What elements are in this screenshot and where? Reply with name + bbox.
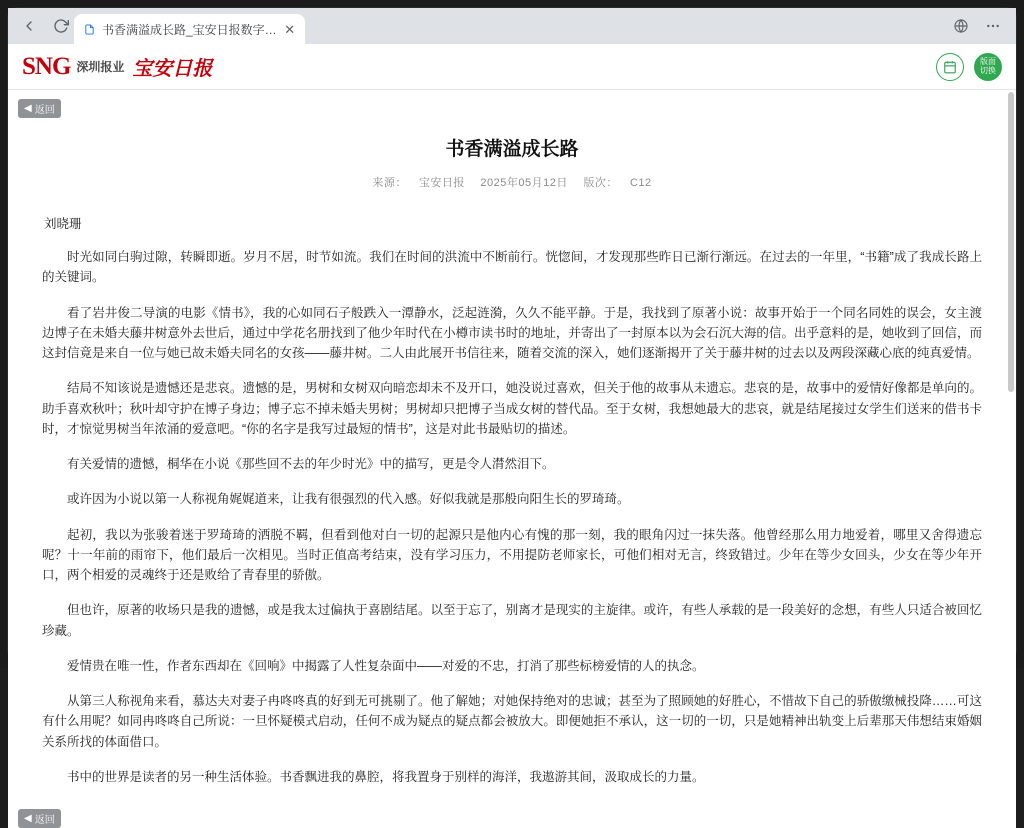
meta-date: 2025年05月12日	[480, 177, 568, 189]
back-arrow-icon[interactable]	[20, 17, 38, 35]
article-paragraph: 从第三人称视角来看，慕达夫对妻子冉咚咚真的好到无可挑剔了。他了解她；对她保持绝对的忠诚；甚至为了照顾她的好胜心，不惜故下自己的骄傲缴械投降……可这有什么用呢？如同冉咚咚自己所说：一旦怀疑模式启动，任何不成为疑点的疑点都会被放大。即便她拒不承认，这一切的一切，只是她精神出轨变上后辈那天伟想结束婚姻关系所找的体面借口。	[42, 694, 982, 749]
back-button-top-label: 返回	[34, 105, 55, 116]
scrollbar-thumb[interactable]	[1008, 92, 1014, 392]
article-paragraph: 但也许，原著的收场只是我的遗憾，或是我太过偏执于喜剧结尾。以至于忘了，别离才是现实的主旋律。或许，有些人承载的是一段美好的念想，有些人只适合被回忆珍藏。	[42, 603, 982, 638]
logo-paper-text: 宝安日报	[132, 58, 213, 80]
left-arrow-icon: ◀	[24, 813, 32, 824]
article-paragraph: 书中的世界是读者的另一种生活体验。书香飘进我的鼻腔，将我置身于别样的海洋，我遨游其间，汲取成长的力量。	[67, 769, 705, 784]
tab-title: 书香满溢成长路_宝安日报数字…	[102, 22, 277, 37]
article-byline: 刘晓珊	[44, 217, 82, 231]
edition-switch-line2: 切换	[980, 65, 996, 75]
logo-sub-text: 深圳报业	[76, 60, 125, 74]
article	[8, 134, 1016, 787]
article-paragraph: 爱情贵在唯一性，作者东西却在《回响》中揭露了人性复杂面中——对爱的不忠，打消了那些标榜爱情的人的执念。	[67, 658, 705, 673]
header-actions	[936, 53, 1002, 81]
page-scrollbar[interactable]	[1008, 90, 1015, 828]
reload-icon[interactable]	[52, 17, 70, 35]
browser-tab[interactable]	[74, 14, 305, 44]
article-paragraph: 结局不知该说是遗憾还是悲哀。遗憾的是，男树和女树双向暗恋却未不及开口，她没说过喜欢，但关于他的故事从未遗忘。悲哀的是，故事中的爱情好像都是单向的。助手喜欢秋叶；秋叶却守护在博子身边；博子忘不掉未婚夫男树；男树却只把博子当成女树的替代品。至于女树，我想她最大的悲哀，就是结尾接过女学生们送来的借书卡时，才惊觉男树当年浓涌的爱意吧。“你的名字是我写过最短的情书”，这是对此书最贴切的描述。	[42, 381, 982, 436]
article-paragraph: 或许因为小说以第一人称视角娓娓道来，让我有很强烈的代入感。好似我就是那般向阳生长的罗琦琦。	[67, 492, 630, 507]
meta-edition: C12	[629, 177, 652, 189]
meta-source: 宝安日报	[418, 177, 465, 189]
back-button-bottom-label: 返回	[34, 815, 55, 826]
article-paragraph: 有关爱情的遗憾，桐华在小说《那些回不去的年少时光》中的描写，更是令人潸然泪下。	[67, 457, 555, 471]
meta-edition-label: 版次：	[583, 177, 618, 189]
article-scroll-area	[8, 90, 1016, 828]
article-body	[42, 247, 982, 787]
article-paragraph: 时光如同白驹过隙，转瞬即逝。岁月不居，时节如流。我们在时间的洪流中不断前行。恍惚间，才发现那些昨日已渐行渐远。在过去的一年里，“书籍”成了我成长路上的关键词。	[42, 250, 982, 285]
article-meta	[42, 174, 982, 190]
back-button-bottom[interactable]	[18, 809, 61, 828]
calendar-icon[interactable]	[936, 53, 964, 81]
meta-source-label: 来源：	[372, 177, 407, 189]
close-icon[interactable]: ✕	[284, 21, 296, 37]
site-header	[8, 44, 1016, 90]
article-paragraph: 起初，我以为张骏着迷于罗琦琦的洒脱不羁，但看到他对白一切的起源只是他内心有愧的那一刻，我的眼角闪过一抹失落。他曾经那么用力地爱着，哪里又舍得遗忘呢？十一年前的雨帘下，他们最后一次相见。当时正值高考结束，没有学习压力，不用提防老师家长，可他们相对无言，终致错过。少年在等少女回头，少女在等少年开口，两个相爱的灵魂终于还是败给了青春里的骄傲。	[42, 527, 982, 582]
more-options-icon[interactable]	[984, 17, 1002, 35]
page-title: 书香满溢成长路	[445, 139, 579, 160]
globe-icon[interactable]	[952, 17, 970, 35]
site-logo[interactable]	[22, 52, 212, 81]
document-icon	[82, 22, 96, 36]
article-paragraph: 看了岩井俊二导演的电影《情书》，我的心如同石子般跌入一潭静水，泛起涟漪，久久不能平静。于是，我找到了原著小说：故事开始于一个同名同姓的误会，女主渡边博子在未婚夫藤井树意外去世后，通过中学花名册找到了他少年时代在小樽市读书时的地址，并寄出了一封原本以为会石沉大海的信。出乎意料的是，她收到了回信，而这封信竟是来自一位与她已故未婚夫同名的女孩——藤井树。二人由此展开书信往来，随着交流的深入，她们逐渐揭开了关于藤井树的过去以及两段深藏心底的纯真爱情。	[42, 305, 982, 360]
back-button-top[interactable]	[18, 99, 61, 118]
edition-switch-button[interactable]	[974, 53, 1002, 81]
logo-sng-text: SNG	[22, 52, 71, 80]
left-arrow-icon: ◀	[24, 103, 32, 114]
edition-switch-line1: 版面	[980, 57, 996, 67]
browser-window	[8, 8, 1016, 826]
page-viewport	[8, 44, 1016, 828]
browser-tabstrip	[8, 8, 1016, 44]
